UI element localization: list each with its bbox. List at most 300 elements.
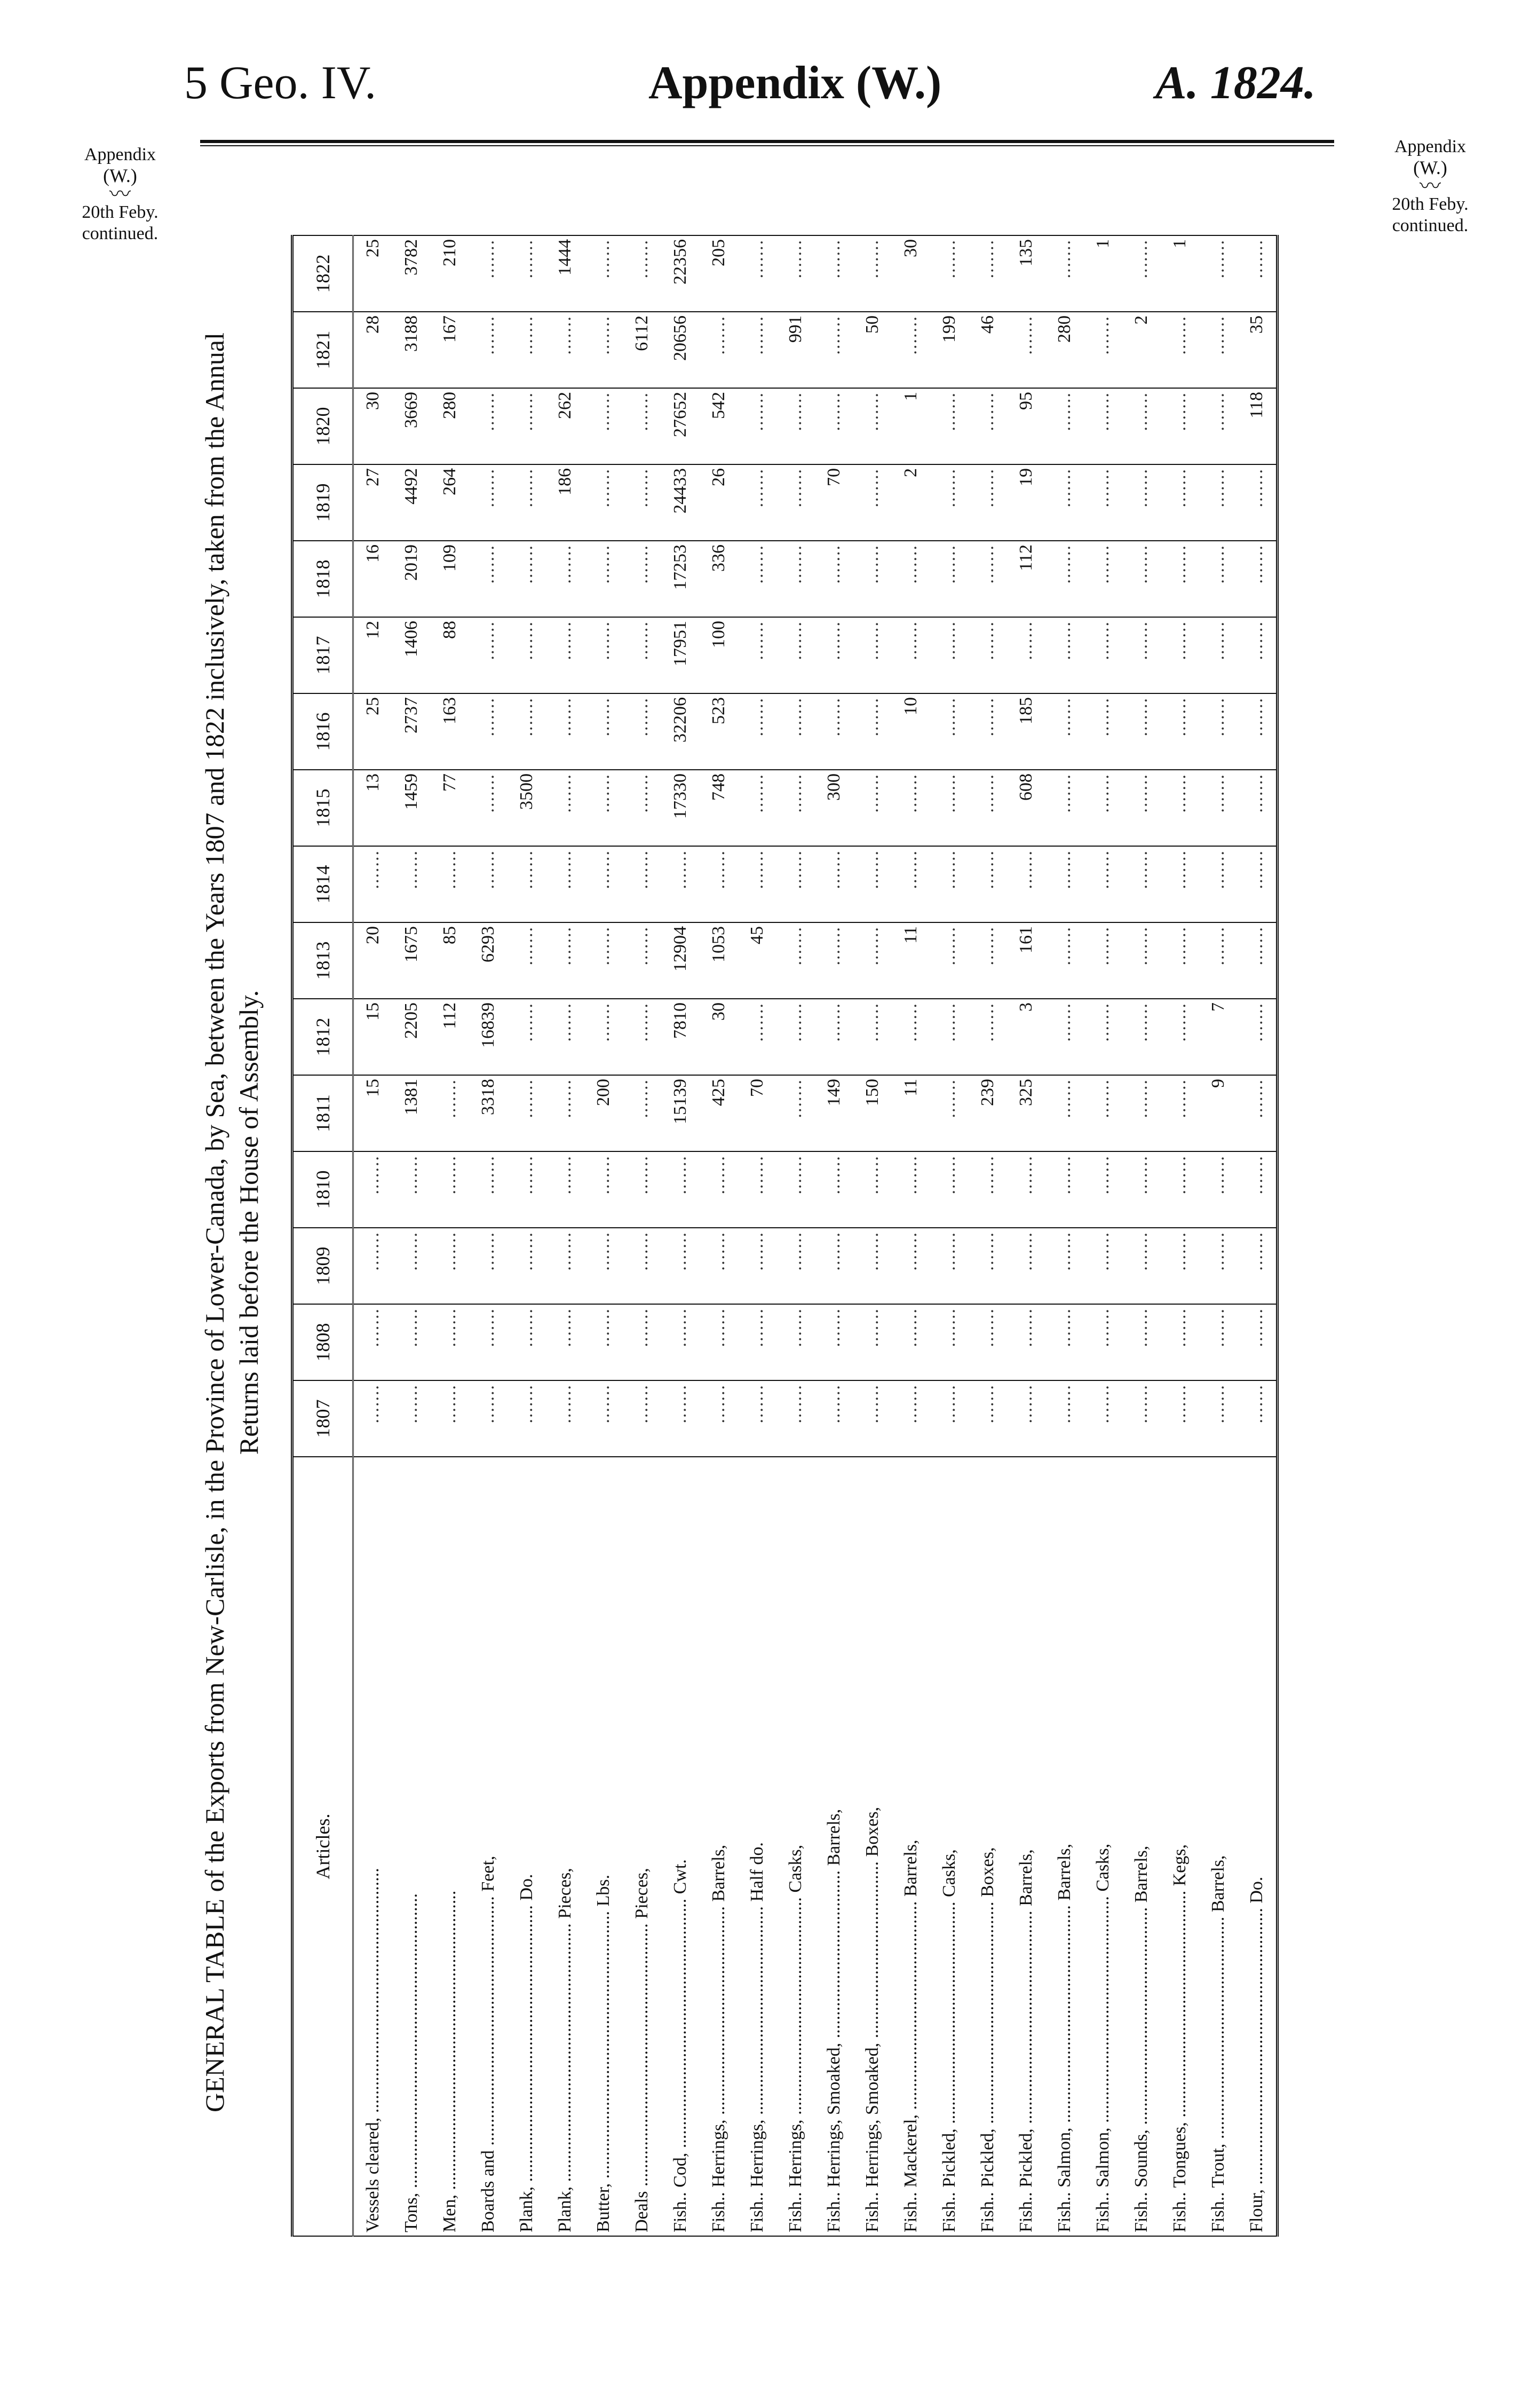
table-title [197,187,266,2258]
cell-1821: 991 [776,312,815,388]
cell-1817: ....... [815,617,853,693]
table-row [1045,235,1084,2236]
row-article [930,1457,969,2236]
year-header-1822: 1822 [292,235,353,312]
cell-1820: ....... [1122,388,1161,464]
cell-1811: ....... [1122,1075,1161,1151]
header-rule-thick [200,140,1334,143]
row-unit: Boxes, [862,1806,882,1857]
cell-1822: ....... [584,235,623,312]
cell-1821: ....... [584,312,623,388]
year-header-1811: 1811 [292,1075,353,1151]
cell-1811: ....... [930,1075,969,1151]
row-article-name: Fish.. Tongues, [1170,2122,1190,2232]
row-article [700,1457,738,2236]
cell-1814: ....... [892,846,930,922]
row-article-name: Fish.. Pickled, [978,2128,997,2232]
row-article-name: Plank, [555,2186,575,2232]
cell-1809: ....... [469,1228,508,1304]
cell-1815: ....... [546,770,584,846]
cell-1810: ....... [623,1151,661,1228]
cell-1819: ....... [969,464,1007,541]
table-row [1084,235,1122,2236]
cell-1820: ....... [930,388,969,464]
row-unit: Casks, [786,1844,805,1893]
cell-1807: ....... [661,1380,700,1457]
table-row [930,235,969,2236]
year-header-1820: 1820 [292,388,353,464]
cell-1812: ....... [1122,999,1161,1075]
cell-1817: 88 [431,617,469,693]
cell-1821: 28 [353,312,393,388]
row-article [392,1457,431,2236]
cell-1807: ....... [623,1380,661,1457]
cell-1815: 3500 [508,770,546,846]
cell-1814: ....... [1199,846,1238,922]
cell-1820: ....... [508,388,546,464]
cell-1815: ....... [1161,770,1199,846]
cell-1815: 748 [700,770,738,846]
cell-1807: ....... [508,1380,546,1457]
margin-note-right [1358,136,1502,236]
cell-1816: ....... [1238,693,1278,770]
cell-1811: 15139 [661,1075,700,1151]
cell-1813: ....... [1238,922,1278,999]
cell-1807: ....... [1045,1380,1084,1457]
cell-1822: ....... [469,235,508,312]
cell-1814: ....... [1122,846,1161,922]
row-unit: Casks, [939,1849,959,1897]
cell-1810: ....... [1045,1151,1084,1228]
row-article [546,1457,584,2236]
cell-1814: ....... [353,846,393,922]
leader-dots: ...................................................... [363,1868,383,2118]
cell-1809: ....... [1045,1228,1084,1304]
cell-1817: 17951 [661,617,700,693]
row-article [1199,1457,1238,2236]
cell-1816: ....... [508,693,546,770]
leader-dots: ................................................. [1208,1912,1228,2144]
cell-1810: ....... [508,1151,546,1228]
cell-1812: ....... [930,999,969,1075]
cell-1811: ....... [431,1075,469,1151]
cell-1808: ....... [469,1304,508,1380]
row-unit: Feet, [478,1856,498,1892]
cell-1819: ....... [930,464,969,541]
row-article-name: Fish.. Herrings, Smoaked, [824,2042,844,2232]
cell-1822: ....... [853,235,892,312]
margin-note-left-line3: 20th Feby. [82,202,158,223]
margin-note-left-line2: (W.) [103,165,137,187]
cell-1817: ....... [508,617,546,693]
cell-1819: 70 [815,464,853,541]
cell-1820: ....... [1045,388,1084,464]
cell-1813: ....... [1161,922,1199,999]
leader-dots: ......................................................... [555,1918,575,2187]
leader-dots: ............................................................. [517,1900,536,2187]
cell-1815: 17330 [661,770,700,846]
cell-1818: ....... [738,541,776,617]
cell-1819: ....... [1084,464,1122,541]
table-row [661,235,700,2236]
cell-1813: ....... [815,922,853,999]
cell-1816: 163 [431,693,469,770]
cell-1818: ....... [546,541,584,617]
cell-1807: ....... [969,1380,1007,1457]
leader-dots: ................................................ [786,1892,805,2120]
cell-1822: ....... [738,235,776,312]
cell-1820: 542 [700,388,738,464]
cell-1809: ....... [892,1228,930,1304]
cell-1814: ....... [930,846,969,922]
cell-1807: ....... [1007,1380,1045,1457]
cell-1815: ....... [892,770,930,846]
year-header-1814: 1814 [292,846,353,922]
cell-1821: ....... [546,312,584,388]
cell-1817: ....... [584,617,623,693]
table-row [700,235,738,2236]
cell-1817: ....... [1122,617,1161,693]
row-unit: Barrels, [1016,1849,1036,1906]
cell-1811: ....... [623,1075,661,1151]
cell-1813: 45 [738,922,776,999]
cell-1811: ....... [776,1075,815,1151]
cell-1814: ....... [623,846,661,922]
row-article-name: Fish.. Pickled, [939,2128,959,2232]
cell-1821: 3188 [392,312,431,388]
cell-1809: ....... [1199,1228,1238,1304]
cell-1820: 1 [892,388,930,464]
cell-1822: 1 [1161,235,1199,312]
cell-1809: ....... [815,1228,853,1304]
cell-1819: 26 [700,464,738,541]
row-article [1084,1457,1122,2236]
cell-1809: ....... [930,1228,969,1304]
cell-1812: ....... [892,999,930,1075]
table-row [508,235,546,2236]
cell-1818: ....... [469,541,508,617]
cell-1822: ....... [623,235,661,312]
cell-1809: ....... [1007,1228,1045,1304]
cell-1810: ....... [930,1151,969,1228]
cell-1810: ....... [969,1151,1007,1228]
cell-1818: ....... [1238,541,1278,617]
cell-1816: ....... [546,693,584,770]
row-article [776,1457,815,2236]
cell-1816: ....... [469,693,508,770]
cell-1812: ....... [1238,999,1278,1075]
table-title-line1: GENERAL TABLE of the Exports from New-Carlisle, in the Province of Lower-Canada, by Sea, between the Years 1807 and 1822 inclusively, taken from the Annual [200,332,229,2113]
cell-1812: 7810 [661,999,700,1075]
cell-1807: ....... [738,1380,776,1457]
cell-1813: 1675 [392,922,431,999]
table-body [353,235,1278,2236]
cell-1811: ....... [1084,1075,1122,1151]
margin-note-right-line4: continued. [1392,215,1469,235]
cell-1819: ....... [623,464,661,541]
cell-1816: ....... [776,693,815,770]
cell-1811: 1381 [392,1075,431,1151]
table-row [1007,235,1045,2236]
cell-1813: ....... [969,922,1007,999]
cell-1822: 1 [1084,235,1122,312]
cell-1818: ....... [1161,541,1199,617]
cell-1810: ....... [776,1151,815,1228]
cell-1819: ....... [1199,464,1238,541]
leader-dots: .......................................................... [632,1918,652,2191]
cell-1808: ....... [969,1304,1007,1380]
cell-1811: 9 [1199,1075,1238,1151]
cell-1812: 112 [431,999,469,1075]
year-header-1807: 1807 [292,1380,353,1457]
row-article [1045,1457,1084,2236]
cell-1808: ....... [1199,1304,1238,1380]
cell-1815: ....... [623,770,661,846]
table-row [853,235,892,2236]
margin-note-left-line4: continued. [82,223,158,243]
cell-1813: 11 [892,922,930,999]
row-unit: Barrels, [709,1844,728,1902]
cell-1817: ....... [1007,617,1045,693]
cell-1815: ....... [853,770,892,846]
cell-1817: ....... [1199,617,1238,693]
table-title-line2: Returns laid before the House of Assembly. [234,990,264,1455]
cell-1812: ....... [969,999,1007,1075]
page-header-left: 5 Geo. IV. [184,57,377,109]
cell-1819: ....... [1122,464,1161,541]
cell-1817: 12 [353,617,393,693]
row-article [623,1457,661,2236]
row-article-name: Fish.. Herrings, [786,2119,805,2232]
cell-1818: ....... [584,541,623,617]
cell-1814: ....... [546,846,584,922]
cell-1811: ....... [1238,1075,1278,1151]
cell-1811: ....... [1161,1075,1199,1151]
cell-1822: 3782 [392,235,431,312]
cell-1809: ....... [1122,1228,1161,1304]
cell-1821: 20656 [661,312,700,388]
year-header-1821: 1821 [292,312,353,388]
cell-1820: ....... [469,388,508,464]
cell-1819: 264 [431,464,469,541]
row-unit: Kegs, [1170,1844,1190,1886]
cell-1814: ....... [1161,846,1199,922]
cell-1809: ....... [546,1228,584,1304]
cell-1807: ....... [892,1380,930,1457]
cell-1813: ....... [584,922,623,999]
cell-1811: ....... [546,1075,584,1151]
cell-1808: ....... [892,1304,930,1380]
cell-1816: 32206 [661,693,700,770]
cell-1812: ....... [584,999,623,1075]
cell-1819: ....... [738,464,776,541]
table-row [469,235,508,2236]
cell-1809: ....... [392,1228,431,1304]
cell-1820: ....... [969,388,1007,464]
header-rule-thin [200,145,1334,146]
cell-1821: 280 [1045,312,1084,388]
cell-1812: 2205 [392,999,431,1075]
cell-1811: 70 [738,1075,776,1151]
cell-1811: 325 [1007,1075,1045,1151]
cell-1809: ....... [661,1228,700,1304]
cell-1814: ....... [1007,846,1045,922]
row-article [469,1457,508,2236]
cell-1818: ....... [776,541,815,617]
cell-1816: ....... [584,693,623,770]
cell-1812: 30 [700,999,738,1075]
cell-1820: ....... [738,388,776,464]
row-unit: Barrels, [1131,1845,1151,1903]
cell-1813: ....... [1045,922,1084,999]
cell-1820: 262 [546,388,584,464]
cell-1814: ....... [431,846,469,922]
cell-1810: ....... [853,1151,892,1228]
row-unit: Do. [1247,1876,1266,1904]
year-header-1808: 1808 [292,1304,353,1380]
cell-1818: ....... [1199,541,1238,617]
cell-1821: ....... [1161,312,1199,388]
cell-1816: 25 [353,693,393,770]
cell-1813: ....... [508,922,546,999]
cell-1815: ....... [1199,770,1238,846]
cell-1808: ....... [700,1304,738,1380]
cell-1813: ....... [1122,922,1161,999]
year-header-1816: 1816 [292,693,353,770]
cell-1815: ....... [930,770,969,846]
row-article [353,1457,393,2236]
cell-1809: ....... [1238,1228,1278,1304]
cell-1822: 210 [431,235,469,312]
table-row [431,235,469,2236]
cell-1811: ....... [1045,1075,1084,1151]
row-article-name: Fish.. Herrings, [747,2119,767,2232]
row-article [738,1457,776,2236]
cell-1807: ....... [469,1380,508,1457]
cell-1817: ....... [892,617,930,693]
cell-1816: ....... [815,693,853,770]
cell-1817: ....... [546,617,584,693]
table-row [776,235,815,2236]
leader-dots: ........................................................... [593,1906,613,2183]
cell-1822: ....... [930,235,969,312]
cell-1820: 118 [1238,388,1278,464]
cell-1819: 186 [546,464,584,541]
leader-dots: .............................................. [747,1901,767,2120]
cell-1817: ....... [776,617,815,693]
cell-1808: ....... [1007,1304,1045,1380]
cell-1819: ....... [776,464,815,541]
table-row [1122,235,1161,2236]
cell-1809: ....... [431,1228,469,1304]
leader-dots: .................................................. [1170,1886,1190,2122]
row-article-name: Tons, [401,2192,421,2232]
row-article [431,1457,469,2236]
cell-1810: ....... [892,1151,930,1228]
cell-1810: ....... [469,1151,508,1228]
cell-1817: ....... [969,617,1007,693]
cell-1814: ....... [392,846,431,922]
cell-1809: ....... [700,1228,738,1304]
cell-1817: ....... [1238,617,1278,693]
cell-1809: ....... [1161,1228,1199,1304]
cell-1820: ....... [1084,388,1122,464]
cell-1818: ....... [1045,541,1084,617]
row-article [1161,1457,1199,2236]
row-article-name: Fish.. Herrings, Smoaked, [862,2042,882,2232]
table-row [353,235,393,2236]
cell-1816: ....... [738,693,776,770]
cell-1815: ....... [1045,770,1084,846]
cell-1819: ....... [1238,464,1278,541]
cell-1807: ....... [392,1380,431,1457]
table-row [969,235,1007,2236]
cell-1810: ....... [1238,1151,1278,1228]
cell-1820: ....... [584,388,623,464]
year-header-1813: 1813 [292,922,353,999]
cell-1813: ....... [623,922,661,999]
cell-1819: 4492 [392,464,431,541]
cell-1807: ....... [431,1380,469,1457]
cell-1818: 109 [431,541,469,617]
cell-1812: 16839 [469,999,508,1075]
cell-1815: 77 [431,770,469,846]
table-row [584,235,623,2236]
cell-1817: 1406 [392,617,431,693]
cell-1821: 6112 [623,312,661,388]
cell-1809: ....... [776,1228,815,1304]
cell-1816: ....... [1161,693,1199,770]
cell-1821: 167 [431,312,469,388]
cell-1811: 11 [892,1075,930,1151]
row-unit: Barrels, [1055,1843,1074,1901]
cell-1821: 50 [853,312,892,388]
cell-1819: 27 [353,464,393,541]
cell-1811: ....... [508,1075,546,1151]
row-article [969,1457,1007,2236]
year-header-1812: 1812 [292,999,353,1075]
articles-header: Articles. [292,1457,353,2236]
page-header-year: A. 1824. [1155,57,1316,109]
cell-1808: ....... [546,1304,584,1380]
cell-1807: ....... [584,1380,623,1457]
row-article-name: Men, [440,2194,459,2232]
cell-1816: ....... [1199,693,1238,770]
cell-1815: ....... [469,770,508,846]
cell-1820: 3669 [392,388,431,464]
cell-1810: ....... [1161,1151,1199,1228]
cell-1815: 1459 [392,770,431,846]
cell-1812: ....... [508,999,546,1075]
cell-1818: ....... [508,541,546,617]
cell-1812: ....... [623,999,661,1075]
row-unit: Half do. [747,1842,767,1902]
cell-1819: ....... [469,464,508,541]
cell-1817: ....... [738,617,776,693]
year-header-1817: 1817 [292,617,353,693]
row-unit: Casks, [1093,1843,1113,1892]
cell-1809: ....... [1084,1228,1122,1304]
cell-1814: ....... [661,846,700,922]
cell-1813: 85 [431,922,469,999]
cell-1808: ....... [623,1304,661,1380]
cell-1808: ....... [353,1304,393,1380]
cell-1807: ....... [546,1380,584,1457]
leader-dots: ............................................... [1016,1906,1036,2129]
cell-1812: ....... [738,999,776,1075]
cell-1818: ....... [930,541,969,617]
row-unit: Cwt. [670,1859,690,1894]
